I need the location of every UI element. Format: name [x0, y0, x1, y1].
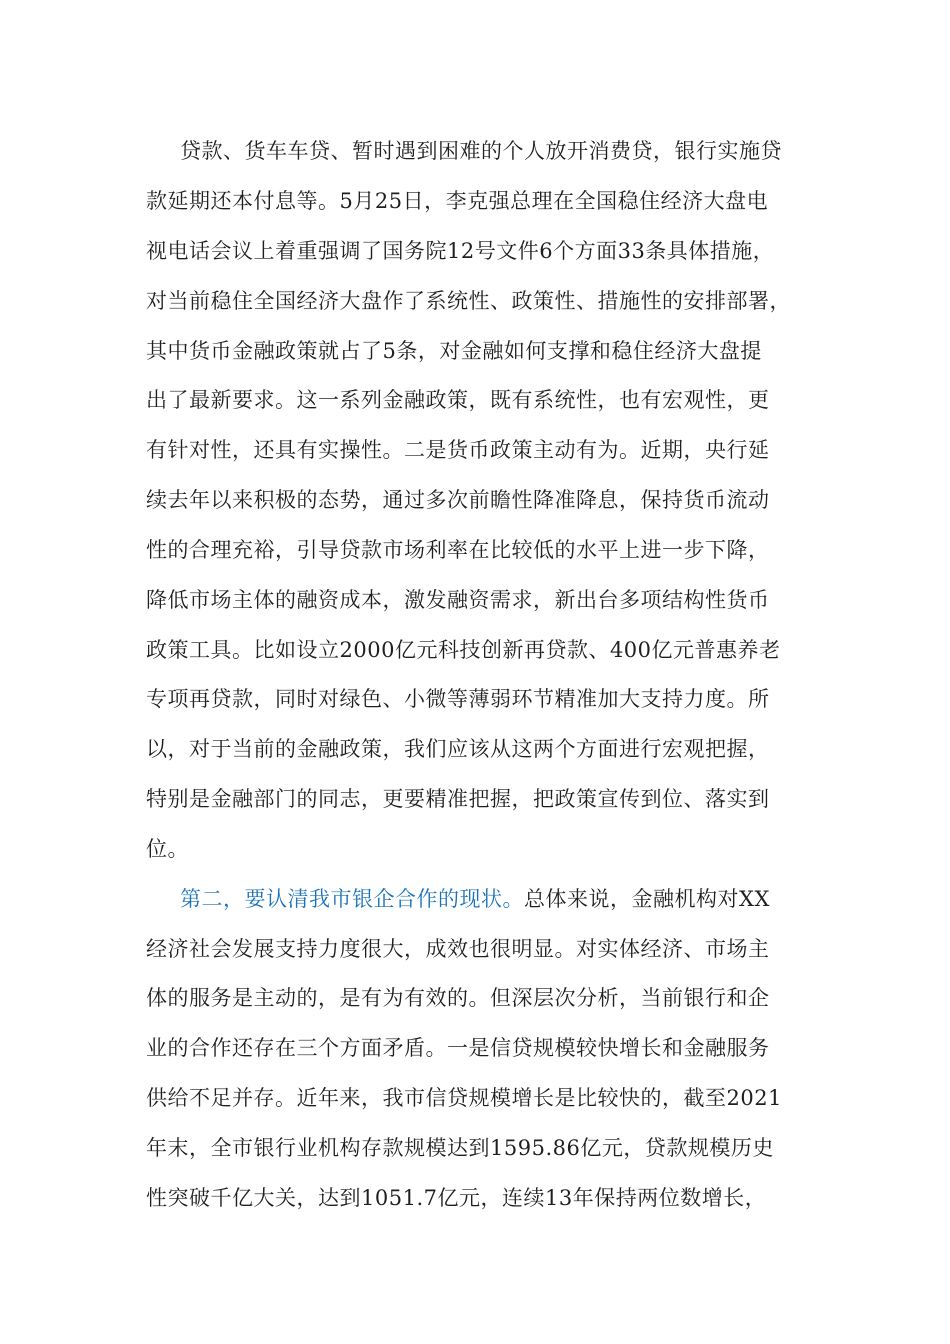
paragraph-1-line: 专项再贷款，同时对绿色、小微等薄弱环节精准加大支持力度。所 — [146, 687, 770, 711]
paragraph-2-first-line — [180, 886, 770, 912]
paragraph-1-line: 有针对性，还具有实操性。二是货币政策主动有为。近期，央行延 — [146, 438, 770, 462]
paragraph-1-line: 特别是金融部门的同志，更要精准把握，把政策宣传到位、落实到 — [146, 787, 770, 811]
paragraph-2-line: 体的服务是主动的，是有为有效的。但深层次分析，当前银行和企 — [146, 986, 770, 1010]
paragraph-2-line: 业的合作还存在三个方面矛盾。一是信贷规模较快增长和金融服务 — [146, 1036, 770, 1060]
paragraph-1-line: 出了最新要求。这一系列金融政策，既有系统性，也有宏观性，更 — [146, 388, 770, 412]
paragraph-2-line: 性突破千亿大关，达到1051.7亿元，连续13年保持两位数增长， — [146, 1186, 767, 1210]
paragraph-2-line: 经济社会发展支持力度很大，成效也很明显。对实体经济、市场主 — [146, 937, 770, 961]
paragraph-1-line: 以，对于当前的金融政策，我们应该从这两个方面进行宏观把握， — [146, 737, 770, 761]
paragraph-1-line: 位。 — [146, 837, 189, 861]
paragraph-1-line: 政策工具。比如设立2000亿元科技创新再贷款、400亿元普惠养老 — [146, 638, 781, 662]
paragraph-1-line: 续去年以来积极的态势，通过多次前瞻性降准降息，保持货币流动 — [146, 488, 770, 512]
paragraph-2-line: 供给不足并存。近年来，我市信贷规模增长是比较快的，截至2021 — [146, 1086, 782, 1110]
section-heading: 第二，要认清我市银企合作的现状。 — [180, 887, 524, 911]
paragraph-1-line: 其中货币金融政策就占了5条，对金融如何支撑和稳住经济大盘提 — [146, 339, 762, 363]
paragraph-1-line: 对当前稳住全国经济大盘作了系统性、政策性、措施性的安排部署， — [146, 289, 791, 313]
paragraph-1-line: 视电话会议上着重强调了国务院12号文件6个方面33条具体措施， — [146, 239, 775, 263]
paragraph-1-line: 降低市场主体的融资成本，激发融资需求，新出台多项结构性货币 — [146, 588, 770, 612]
paragraph-1-line: 贷款、货车车贷、暂时遇到困难的个人放开消费贷，银行实施贷 — [180, 139, 782, 163]
paragraph-1-line: 款延期还本付息等。5月25日，李克强总理在全国稳住经济大盘电 — [146, 189, 769, 213]
paragraph-2-line: 年末，全市银行业机构存款规模达到1595.86亿元，贷款规模历史 — [146, 1136, 774, 1160]
paragraph-2-first-line-text: 总体来说，金融机构对XX — [524, 887, 770, 911]
paragraph-1-line: 性的合理充裕，引导贷款市场利率在比较低的水平上进一步下降， — [146, 538, 770, 562]
